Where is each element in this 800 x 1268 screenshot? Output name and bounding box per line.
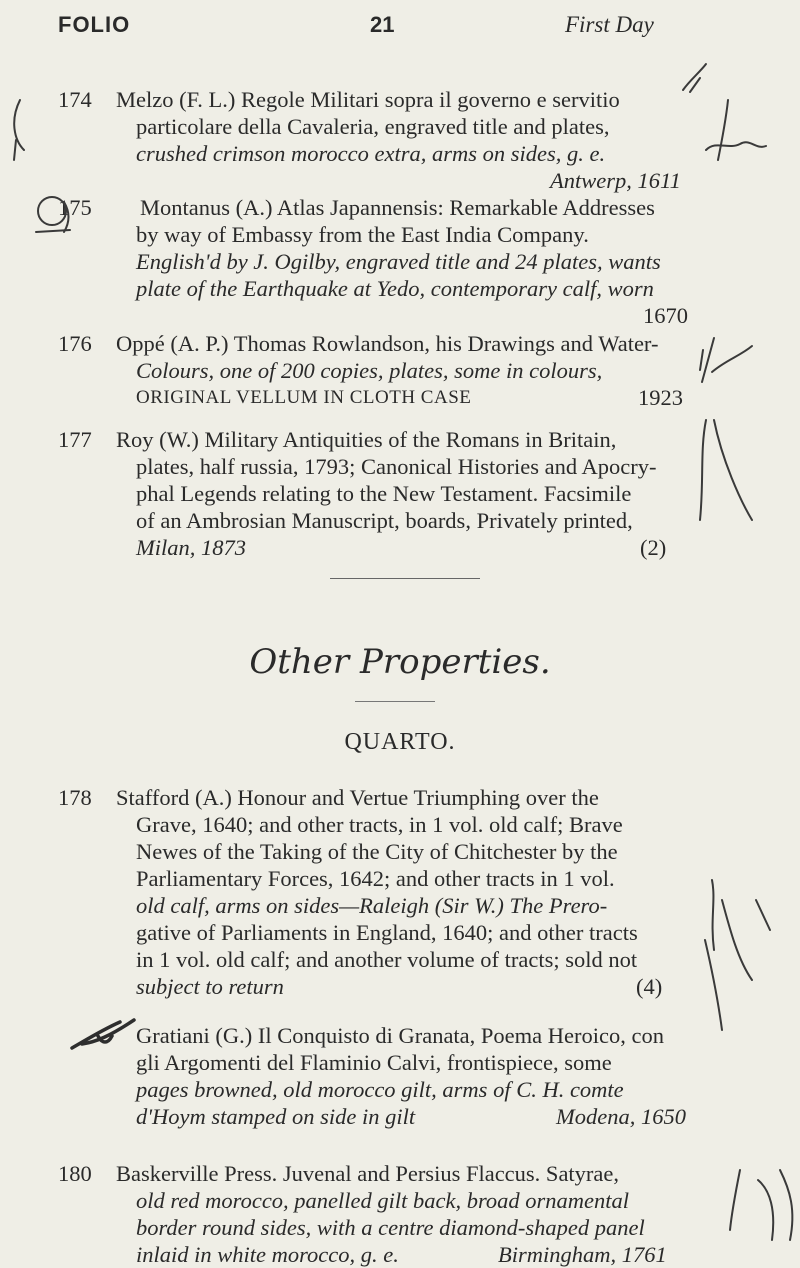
lot-line: plates, half russia, 1793; Canonical Histories and Apocry-: [136, 454, 657, 479]
lot-line: Oppé (A. P.) Thomas Rowlandson, his Drawings and Water-: [116, 331, 659, 356]
lot-line: ORIGINAL VELLUM IN CLOTH CASE: [136, 387, 472, 408]
lot-imprint: Birmingham, 1761: [498, 1242, 667, 1267]
lot-line: by way of Embassy from the East India Company.: [136, 222, 589, 247]
lot-line: of an Ambrosian Manuscript, boards, Privately printed,: [136, 508, 633, 533]
lot-line: plate of the Earthquake at Yedo, contemporary calf, worn: [136, 276, 654, 301]
lot-line: inlaid in white morocco, g. e.: [136, 1242, 399, 1267]
lot-number: 180: [58, 1161, 92, 1186]
lot-imprint: 1670: [643, 303, 688, 328]
lot-line: Baskerville Press. Juvenal and Persius Flaccus. Satyrae,: [116, 1161, 620, 1186]
lot-line: Stafford (A.) Honour and Vertue Triumphing over the: [116, 785, 599, 810]
lot-line: Montanus (A.) Atlas Japannensis: Remarkable Addresses: [140, 195, 655, 220]
page-number: 21: [370, 12, 395, 37]
lot-line: Parliamentary Forces, 1642; and other tracts in 1 vol.: [136, 866, 615, 891]
subsection-title: QUARTO.: [344, 729, 456, 755]
lot-imprint: 1923: [638, 385, 683, 410]
lot-line: Newes of the Taking of the City of Chitchester by the: [136, 839, 618, 864]
lot-line: phal Legends relating to the New Testament. Facsimile: [136, 481, 632, 506]
lot-line: gli Argomenti del Flaminio Calvi, frontispiece, some: [136, 1050, 612, 1075]
lot-quantity: (4): [636, 974, 663, 999]
lot-line: old red morocco, panelled gilt back, broad ornamental: [136, 1188, 630, 1213]
lot-line: Colours, one of 200 copies, plates, some in colours,: [136, 358, 603, 383]
lot-line: particolare della Cavaleria, engraved title and plates,: [136, 114, 610, 139]
lot-line: in 1 vol. old calf; and another volume of tracts; sold not: [136, 947, 638, 972]
lot-line: crushed crimson morocco extra, arms on sides, g. e.: [136, 141, 606, 166]
lot-line: pages browned, old morocco gilt, arms of C. H. comte: [136, 1077, 624, 1102]
lot-line: gative of Parliaments in England, 1640; and other tracts: [136, 920, 638, 945]
lot-number: 178: [58, 785, 92, 810]
lot-line: d'Hoym stamped on side in gilt: [136, 1104, 416, 1129]
lot-line: Gratiani (G.) Il Conquisto di Granata, Poema Heroico, con: [136, 1023, 664, 1048]
lot-number: 175: [58, 195, 92, 220]
folio-label: FOLIO: [58, 12, 131, 37]
lot-line: Melzo (F. L.) Regole Militari sopra il governo e servitio: [116, 87, 620, 112]
lot-line: old calf, arms on sides—Raleigh (Sir W.) The Prero-: [136, 893, 608, 918]
lot-quantity: (2): [640, 535, 667, 560]
section-title: Other Properties.: [249, 642, 551, 682]
lot-line: English'd by J. Ogilby, engraved title and 24 plates, wants: [136, 249, 661, 274]
lot-number: 176: [58, 331, 92, 356]
lot-imprint: Antwerp, 1611: [550, 168, 681, 193]
lot-line: Roy (W.) Military Antiquities of the Romans in Britain,: [116, 427, 617, 452]
lot-number: 177: [58, 427, 92, 452]
lot-line: subject to return: [136, 974, 284, 999]
lot-line: border round sides, with a centre diamond-shaped panel: [136, 1215, 645, 1240]
lot-number: 174: [58, 87, 92, 112]
lot-imprint: Modena, 1650: [556, 1104, 686, 1129]
day-label: First Day: [565, 12, 654, 37]
lot-imprint: Milan, 1873: [136, 535, 246, 560]
lot-line: Grave, 1640; and other tracts, in 1 vol. old calf; Brave: [136, 812, 623, 837]
